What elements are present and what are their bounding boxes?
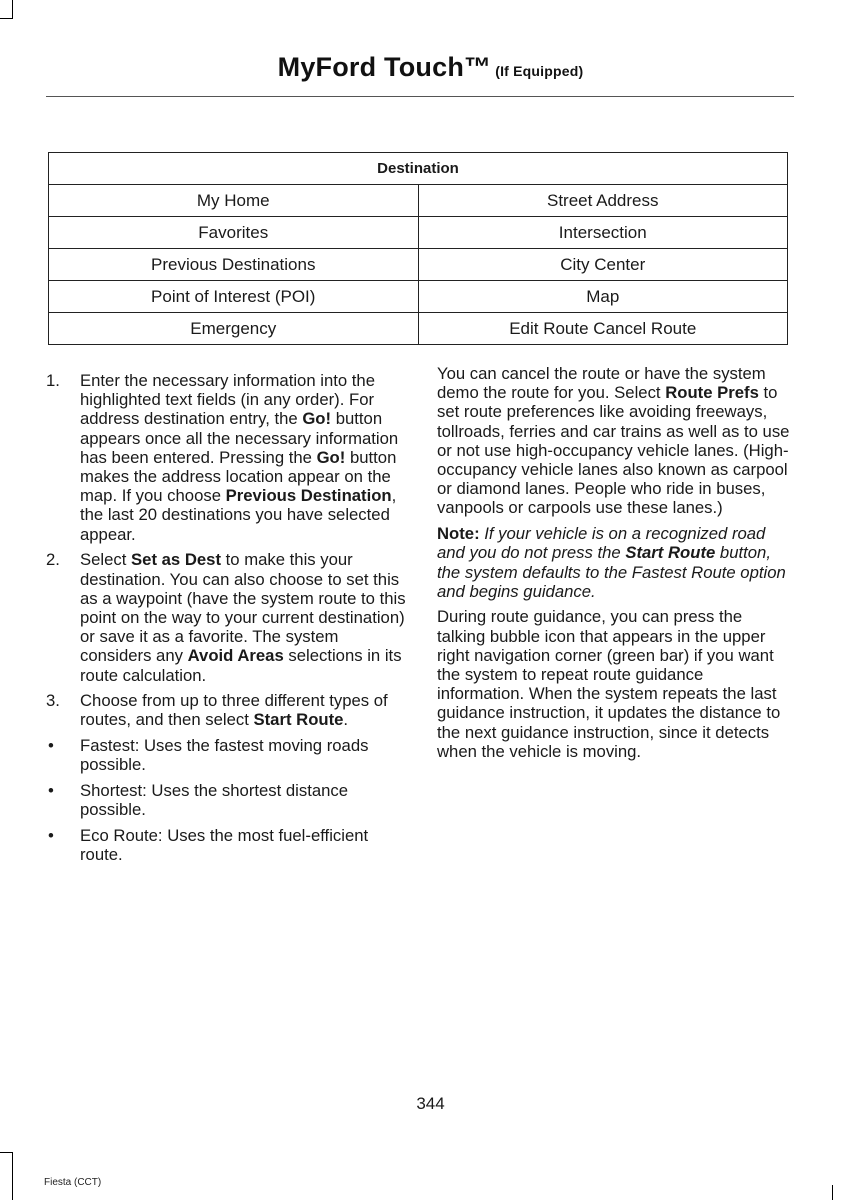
- step-text: Choose from up to three different types of routes, and then select: [80, 691, 388, 730]
- step-text: selections in its route calculation.: [80, 646, 402, 685]
- step-text: Enter the necessary information into the highlighted text fields (in any order). For address destination entry, the: [80, 371, 375, 429]
- header-divider: [46, 96, 794, 97]
- step-number: 2.: [46, 550, 60, 570]
- step-bold-text: Avoid Areas: [187, 646, 284, 666]
- note-label: Note:: [437, 524, 480, 544]
- crop-mark: [12, 1152, 13, 1200]
- table-cell: Favorites: [49, 217, 419, 249]
- footer-label: Fiesta (CCT): [44, 1177, 102, 1188]
- table-cell: Point of Interest (POI): [49, 281, 419, 313]
- table-row: [49, 313, 788, 345]
- note-text: If your vehicle is on a recognized road and you do not press the: [437, 524, 766, 563]
- table-row: [49, 249, 788, 281]
- left-column: [46, 371, 406, 871]
- page-title-text: MyFord Touch™: [277, 52, 492, 82]
- table-header-row: [49, 153, 788, 185]
- table-cell: Emergency: [49, 313, 419, 345]
- destination-table: [48, 152, 788, 345]
- step-text: to make this your destination. You can also choose to set this as a waypoint (have the system route to this point on the way to your current destination) or save it as a favorite. The system considers any: [80, 550, 406, 666]
- page-title-suffix: (If Equipped): [495, 63, 584, 79]
- crop-mark: [0, 1152, 13, 1153]
- step-number: 1.: [46, 371, 60, 390]
- bullet-text: Fastest: Uses the fastest moving roads possible.: [80, 736, 369, 775]
- numbered-step-1: [46, 371, 406, 544]
- bullet-item: [46, 781, 406, 819]
- note-bold-text: Start Route: [625, 543, 716, 563]
- table-cell: My Home: [49, 185, 419, 217]
- step-bold-text: Set as Dest: [131, 550, 222, 570]
- paragraph-bold-text: Route Prefs: [665, 383, 759, 403]
- table-heading: Destination: [49, 153, 788, 185]
- step-text: button appears once all the necessary information has been entered. Pressing the: [80, 409, 399, 467]
- step-number: 3.: [46, 691, 60, 711]
- bullet-item: [46, 736, 406, 774]
- step-bold-text: Go!: [316, 447, 346, 467]
- bullet-text: Eco Route: Uses the most fuel-efficient route.: [80, 825, 369, 865]
- table-cell: Previous Destinations: [49, 249, 419, 281]
- table-cell: Edit Route Cancel Route: [418, 313, 788, 345]
- bullet-icon: •: [48, 736, 54, 756]
- numbered-step-3: [46, 691, 406, 729]
- paragraph-text: to set route preferences like avoiding freeways, tollroads, ferries and car trains as well as to use or not use high-occupancy vehicle lanes. (High-occupancy vehicle lanes also known as carpool or diamond lanes. People who ride in buses, vanpools or carpools use these lanes.): [437, 383, 790, 518]
- step-bold-text: Previous Destination: [225, 486, 392, 506]
- bullet-item: [46, 826, 406, 864]
- table-cell: Intersection: [418, 217, 788, 249]
- numbered-step-2: [46, 550, 406, 684]
- step-text: button makes the address location appear on the map. If you choose: [80, 447, 397, 506]
- guidance-paragraph: During route guidance, you can press the talking bubble icon that appears in the upper right navigation corner (green bar) if you want the system to repeat route guidance information. When the system repeats the last guidance instruction, it updates the distance to the next guidance instruction, since it detects when the vehicle is moving.: [437, 607, 781, 761]
- step-bold-text: Go!: [302, 409, 332, 429]
- crop-mark: [832, 1185, 833, 1200]
- bullet-icon: •: [48, 825, 54, 845]
- table-cell: City Center: [418, 249, 788, 281]
- step-bold-text: Start Route: [253, 710, 344, 730]
- step-text: Select: [80, 550, 132, 570]
- page-title: [0, 52, 861, 83]
- route-prefs-paragraph: [437, 364, 792, 518]
- table-cell: Street Address: [418, 185, 788, 217]
- crop-mark: [0, 18, 13, 19]
- crop-mark: [12, 0, 13, 18]
- table-row: [49, 281, 788, 313]
- step-text: .: [343, 710, 349, 730]
- bullet-text: Shortest: Uses the shortest distance possible.: [80, 781, 349, 820]
- table-row: [49, 185, 788, 217]
- table-cell: Map: [418, 281, 788, 313]
- table-row: [49, 217, 788, 249]
- page-number: 344: [416, 1094, 445, 1113]
- step-text: , the last 20 destinations you have selected appear.: [80, 486, 397, 544]
- bullet-icon: •: [48, 781, 54, 801]
- right-column: [437, 364, 792, 768]
- paragraph-text: You can cancel the route or have the system demo the route for you. Select: [437, 364, 766, 403]
- note-paragraph: [437, 524, 792, 601]
- note-text: button, the system defaults to the Fastest Route option and begins guidance.: [437, 543, 786, 601]
